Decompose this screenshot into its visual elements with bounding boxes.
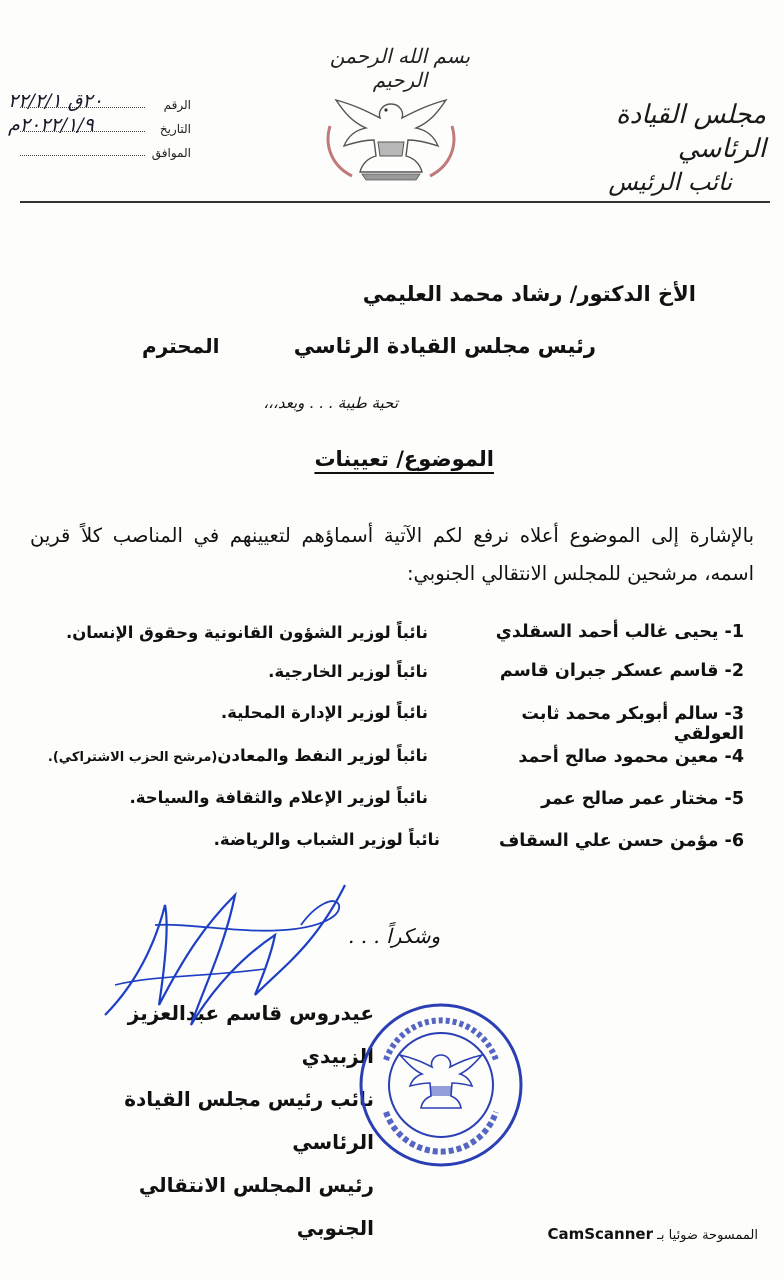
signatory-role: رئيس المجلس الانتقالي الجنوبي (138, 1173, 374, 1240)
ref-row (6, 140, 191, 164)
list-item-name: 3- سالم أبوبكر محمد ثابت العولقي (521, 704, 744, 744)
list-item-name: 4- معين محمود صالح أحمد (518, 747, 744, 767)
footer-brand: CamScanner (547, 1225, 653, 1243)
list-item-note: (مرشح الحزب الاشتراكي). (47, 750, 218, 765)
closing: وشكراً . . . (348, 924, 441, 948)
number-label: الرقم (163, 98, 191, 112)
header-divider (20, 201, 770, 203)
recipient-title: رئيس مجلس القيادة الرئاسي (293, 334, 596, 358)
official-stamp-icon (356, 1000, 526, 1170)
list-item-position: نائباً لوزير الخارجية. (268, 662, 428, 681)
eagle-emblem-icon (322, 86, 460, 182)
list-item-position: نائباً لوزير الإعلام والثقافة والسياحة. (129, 788, 428, 807)
list-item-name: 5- مختار عمر صالح عمر (541, 789, 744, 809)
body-paragraph: بالإشارة إلى الموضوع أعلاه نرفع لكم الآتية أسماؤهم لتعيينهم في المناصب كلاً قرين اسمه، مرشحين للمجلس الانتقالي الجنوبي: (30, 524, 754, 585)
list-item-position: نائباً لوزير الشؤون القانونية وحقوق الإنسان. (65, 623, 428, 642)
signatory-role: نائب رئيس مجلس القيادة الرئاسي (124, 1087, 374, 1154)
list-item-name: 2- قاسم عسكر جبران قاسم (499, 661, 744, 681)
date-value: ٢٠٢٢/١/٩م (8, 114, 94, 136)
greeting: تحية طيبة . . . وبعد،،، (263, 394, 398, 412)
signatory-name: عيدروس قاسم عبدالعزيز الزبيدي (127, 1001, 374, 1068)
number-row (6, 92, 191, 116)
council-name: مجلس القيادة الرئاسي (616, 100, 766, 164)
honorific: المحترم (142, 334, 220, 358)
date-row (6, 116, 191, 140)
number-value: ٢٠ق ٢٢/٢/١ (8, 90, 103, 112)
date-label: التاريخ (159, 122, 191, 136)
list-item-position: نائباً لوزير الإدارة المحلية. (220, 703, 428, 722)
council-subtitle: نائب الرئيس (608, 168, 732, 196)
list-item-name: 6- مؤمن حسن علي السقاف (498, 831, 744, 851)
reference-fields (6, 92, 191, 164)
basmala: بسم الله الرحمن الرحيم (329, 44, 471, 92)
handwritten-signature-icon (95, 865, 355, 1035)
subject-line: الموضوع/ تعيينات (314, 447, 494, 471)
list-item-position: نائباً لوزير النفط والمعادن(مرشح الحزب الاشتراكي). (47, 746, 428, 765)
recipient-name: الأخ الدكتور/ رشاد محمد العليمي (362, 282, 696, 306)
list-item-name: 1- يحيى غالب أحمد السقلدي (495, 622, 744, 642)
header-council (566, 98, 766, 198)
footer-label: الممسوحة ضوئيا بـ (657, 1228, 758, 1243)
list-item-position: نائباً لوزير الشباب والرياضة. (213, 830, 440, 849)
scanner-footer (547, 1225, 758, 1243)
ref-label: الموافق (151, 146, 191, 160)
